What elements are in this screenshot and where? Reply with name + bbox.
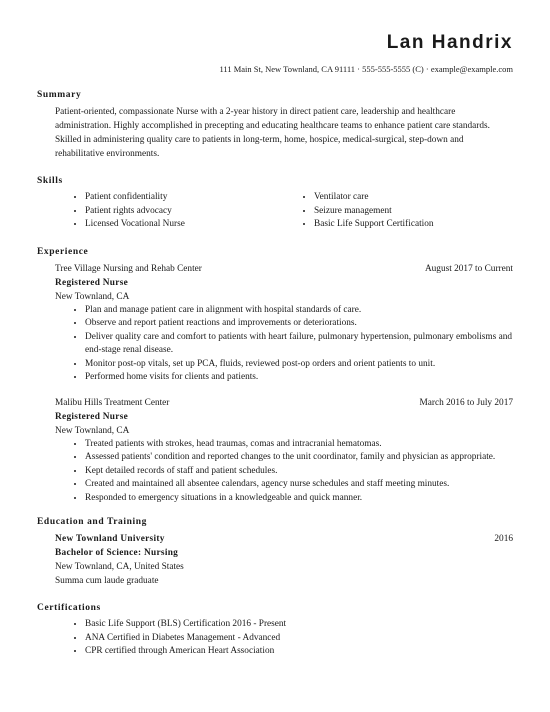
- graduation-year: 2016: [494, 534, 513, 544]
- certifications-section: [37, 602, 513, 659]
- job-bullet: • Created and maintained all absentee calendars, agency nurse schedules and staff meeting minutes.: [85, 478, 513, 492]
- job-title: Registered Nurse: [55, 411, 129, 422]
- certifications-heading: Certifications: [37, 603, 101, 613]
- skill-item: • Patient confidentiality: [85, 191, 284, 205]
- certifications-list: [55, 618, 513, 659]
- experience-section: [37, 246, 513, 506]
- certification-item: • CPR certified through American Heart Association: [85, 645, 513, 659]
- skill-item: • Licensed Vocational Nurse: [85, 218, 284, 232]
- education-section: [37, 516, 513, 588]
- job-bullet: • Kept detailed records of staff and patient schedules.: [85, 465, 513, 479]
- certification-item: • ANA Certified in Diabetes Management - Advanced: [85, 632, 513, 646]
- employer-name: Malibu Hills Treatment Center: [55, 397, 170, 408]
- contact-info: 111 Main St, New Townland, CA 91111 · 555-555-5555 (C) · example@example.com: [219, 64, 513, 74]
- skill-item: • Seizure management: [314, 205, 513, 219]
- job-bullet: • Performed home visits for clients and patients.: [85, 371, 513, 385]
- job-entry: [37, 262, 513, 385]
- skill-item: • Patient rights advocacy: [85, 205, 284, 219]
- job-bullets: [55, 438, 513, 506]
- job-bullet: • Deliver quality care and comfort to patients with heart failure, pulmonary hypertension, pulmonary embolisms and end-stage renal disease.: [85, 331, 513, 358]
- summary-heading: Summary: [37, 90, 82, 100]
- degree: Bachelor of Science: Nursing: [55, 548, 179, 558]
- summary-section: [37, 89, 513, 161]
- certification-item: • Basic Life Support (BLS) Certification 2016 - Present: [85, 618, 513, 632]
- job-dates: August 2017 to Current: [424, 263, 513, 274]
- job-bullet: • Responded to emergency situations in a knowledgeable and quick manner.: [85, 492, 513, 506]
- employer-name: Tree Village Nursing and Rehab Center: [55, 263, 202, 274]
- job-title: Registered Nurse: [55, 277, 129, 288]
- skills-list-left: [55, 191, 284, 232]
- candidate-name: Lan Handrix: [386, 32, 513, 53]
- skill-item: • Basic Life Support Certification: [314, 218, 513, 232]
- job-bullet: • Observe and report patient reactions and improvements or deteriorations.: [85, 317, 513, 331]
- school-name: New Townland University: [55, 534, 165, 544]
- education-heading: Education and Training: [37, 517, 147, 527]
- job-location: New Townland, CA: [55, 291, 130, 302]
- job-bullet: • Treated patients with strokes, head traumas, comas and intracranial hematomas.: [85, 438, 513, 452]
- job-bullet: • Monitor post-op vitals, set up PCA, fluids, reviewed post-op orders and orient patients to unit.: [85, 358, 513, 372]
- job-bullets: [55, 304, 513, 385]
- skills-section: [37, 175, 513, 232]
- honors: Summa cum laude graduate: [55, 576, 159, 586]
- skills-list-right: [284, 191, 513, 232]
- job-entry: [37, 396, 513, 506]
- experience-heading: Experience: [37, 246, 89, 257]
- school-location: New Townland, CA, United States: [55, 562, 184, 572]
- skill-item: • Ventilator care: [314, 191, 513, 205]
- job-bullet: • Plan and manage patient care in alignment with hospital standards of care.: [85, 304, 513, 318]
- skills-heading: Skills: [37, 176, 63, 186]
- job-dates: March 2016 to July 2017: [419, 397, 513, 408]
- job-location: New Townland, CA: [55, 425, 130, 436]
- job-bullet: • Assessed patients' condition and reported changes to the unit coordinator, family and physician as appropriate.: [85, 451, 513, 465]
- summary-text: Patient-oriented, compassionate Nurse with a 2-year history in direct patient care, leadership and healthcare administration. Highly accomplished in precepting and educating healthcare teams to enhance patient care standards. Skilled in administering quality care to patients in long-term, home, hospice, medical-surgical, step-down and rehabilitative environments.: [55, 107, 490, 159]
